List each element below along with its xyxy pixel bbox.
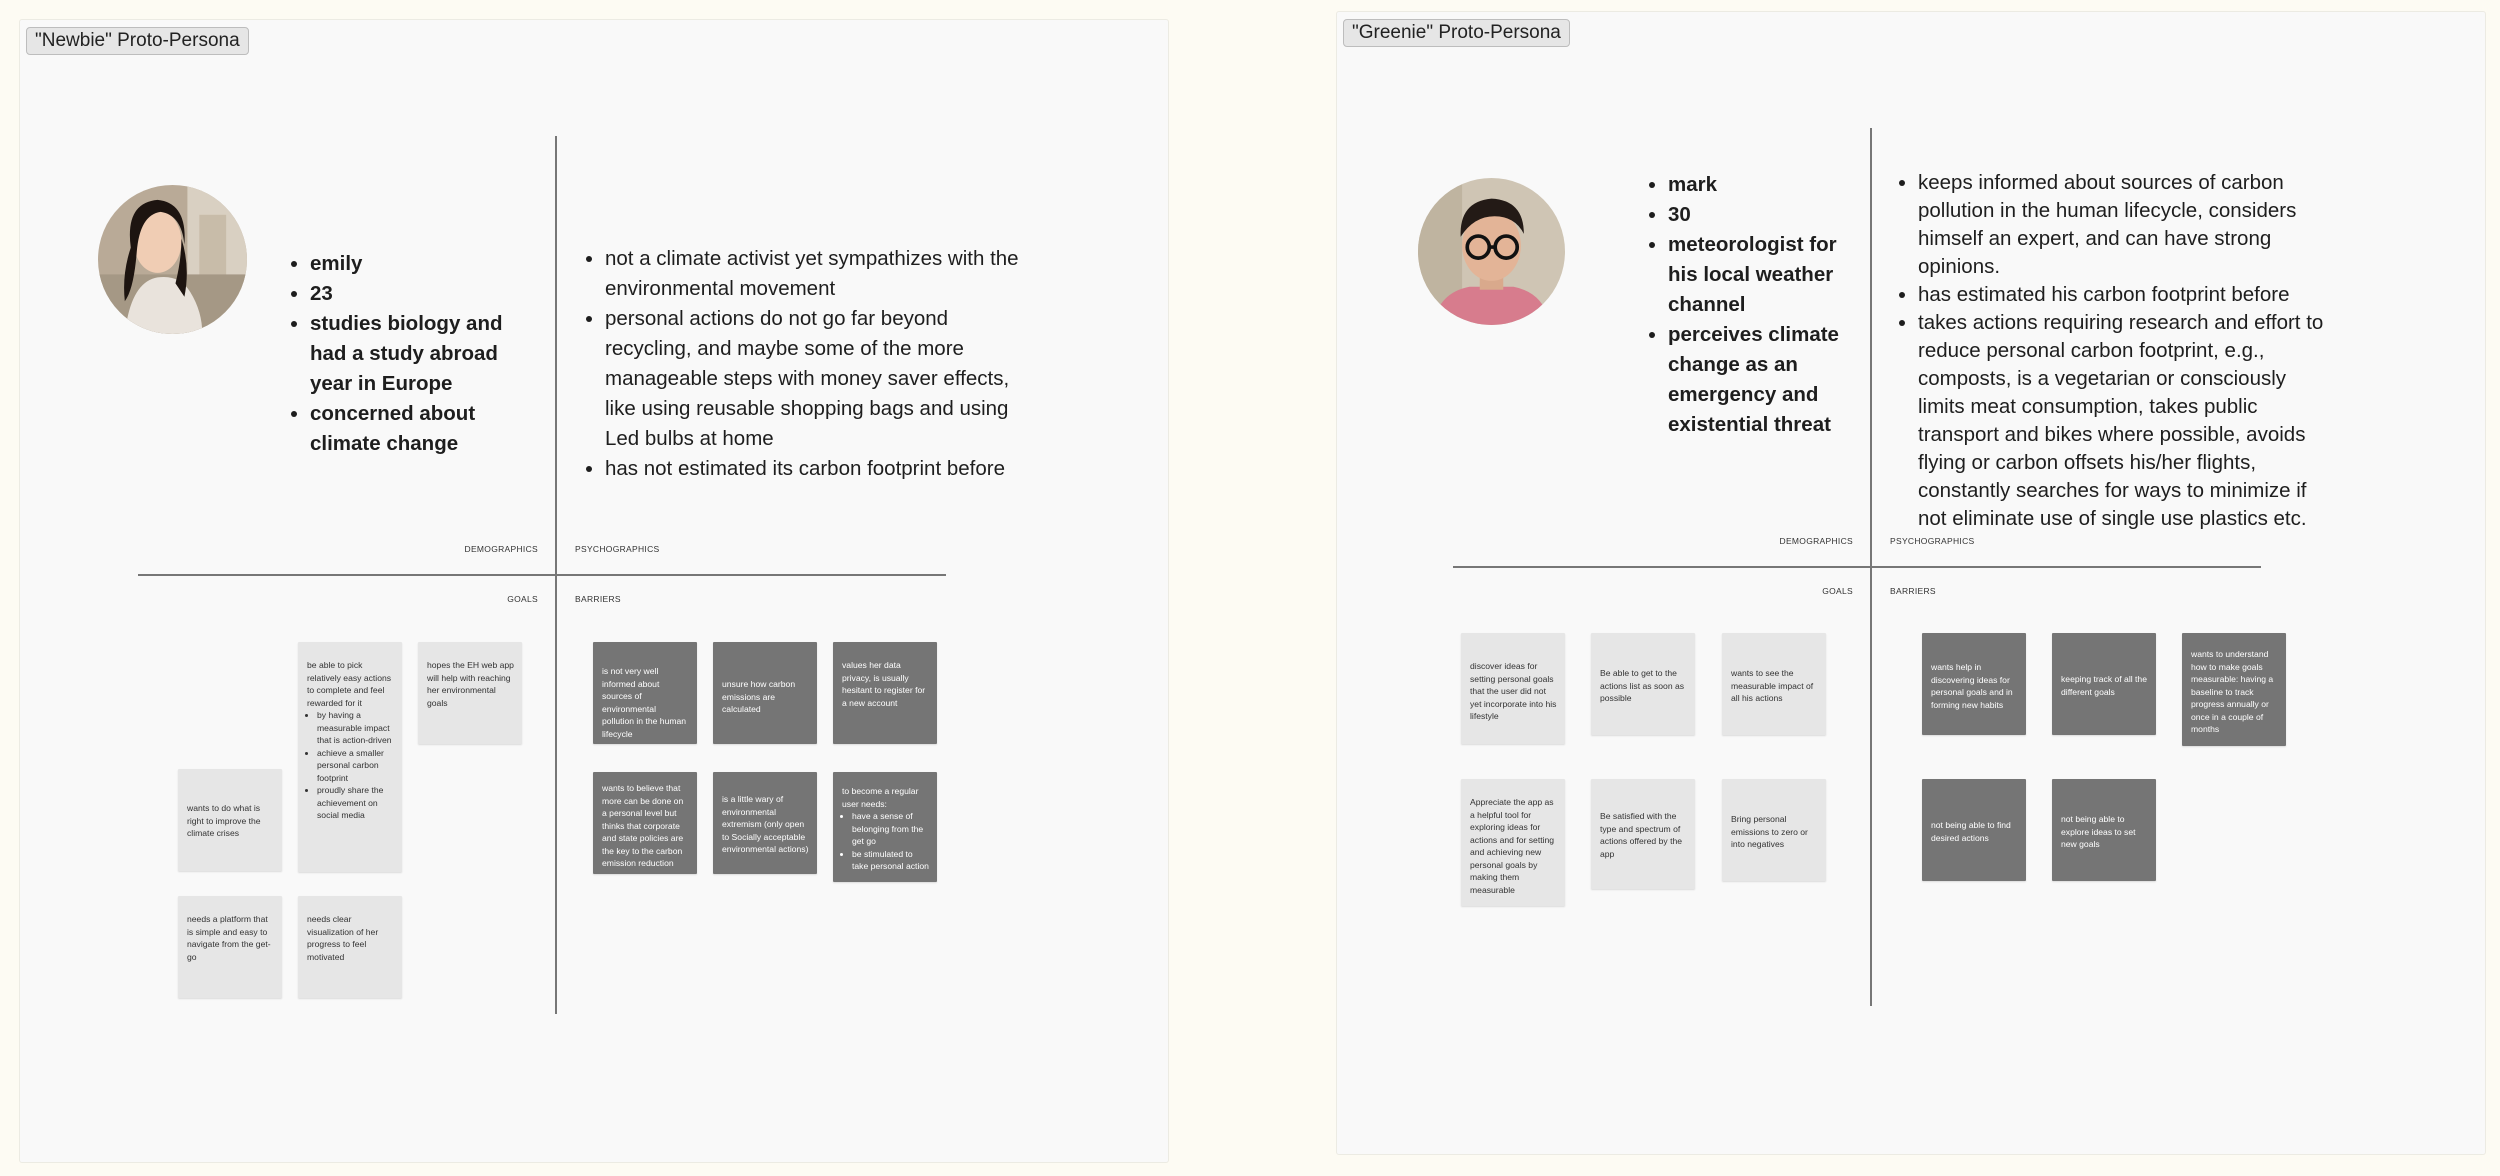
demographic-item: • 30	[1668, 200, 1848, 230]
demographic-item: • meteorologist for his local weather channel	[1668, 230, 1848, 320]
psychographic-item: • not a climate activist yet sympathizes with the environmental movement	[605, 244, 1025, 304]
demographics-list	[1648, 170, 1848, 440]
label-goals: GOALS	[1822, 586, 1853, 596]
goal-sticky-note[interactable]: Appreciate the app as a helpful tool for exploring ideas for actions and for setting and achieving new personal goals by making them measurable	[1461, 779, 1565, 906]
goal-sticky-note[interactable]: discover ideas for setting personal goals that the user did not yet incorporate into his lifestyle	[1461, 633, 1565, 744]
label-goals: GOALS	[507, 594, 538, 604]
goal-sticky-note[interactable]: needs a platform that is simple and easy to navigate from the get-go	[178, 896, 282, 998]
quadrant-horizontal-divider	[138, 574, 946, 576]
goal-sticky-note[interactable]: needs clear visualization of her progress to feel motivated	[298, 896, 402, 998]
psychographic-item: • has not estimated its carbon footprint before	[605, 454, 1025, 484]
demographic-item: • emily	[310, 249, 530, 279]
label-psychographics: PSYCHOGRAPHICS	[1890, 536, 1975, 546]
goal-sticky-note[interactable]: Bring personal emissions to zero or into negatives	[1722, 779, 1826, 881]
sticky-bullet: • achieve a smaller personal carbon footprint	[317, 747, 394, 785]
barrier-sticky-note[interactable]: is a little wary of environmental extremism (only open to Socially acceptable environmental actions)	[713, 772, 817, 874]
goal-sticky-note[interactable]: Be able to get to the actions list as soon as possible	[1591, 633, 1695, 735]
demographic-item: • studies biology and had a study abroad year in Europe	[310, 309, 530, 399]
goal-sticky-note[interactable]: Be satisfied with the type and spectrum of actions offered by the app	[1591, 779, 1695, 889]
avatar-photo-mark	[1418, 178, 1565, 325]
label-psychographics: PSYCHOGRAPHICS	[575, 544, 660, 554]
demographics-list	[290, 249, 530, 459]
goal-sticky-note[interactable]: wants to do what is right to improve the climate crises	[178, 769, 282, 871]
barrier-sticky-note[interactable]: unsure how carbon emissions are calculated	[713, 642, 817, 744]
barrier-sticky-note[interactable]: not being able to explore ideas to set new goals	[2052, 779, 2156, 881]
psychographics-list	[1898, 169, 2338, 533]
label-barriers: BARRIERS	[575, 594, 621, 604]
quadrant-horizontal-divider	[1453, 566, 2261, 568]
barrier-sticky-note[interactable]: wants to understand how to make goals measurable: having a baseline to track progress annually or once in a couple of months	[2182, 633, 2286, 746]
sticky-text: to become a regular user needs:	[842, 786, 919, 809]
label-demographics: DEMOGRAPHICS	[464, 544, 538, 554]
psychographic-item: • personal actions do not go far beyond recycling, and maybe some of the more manageable steps with money saver effects, like using reusable shopping bags and using Led bulbs at home	[605, 304, 1025, 454]
barrier-sticky-note[interactable]: wants help in discovering ideas for personal goals and in forming new habits	[1922, 633, 2026, 735]
sticky-bullet: • by having a measurable impact that is action-driven	[317, 709, 394, 747]
person-photo-icon	[1418, 178, 1565, 325]
barrier-sticky-note[interactable]	[833, 772, 937, 882]
demographic-item: • mark	[1668, 170, 1848, 200]
frame-title[interactable]: "Newbie" Proto-Persona	[26, 27, 249, 55]
sticky-bullet: • be stimulated to take personal action	[852, 848, 929, 873]
avatar-photo-emily	[98, 185, 247, 334]
person-photo-icon	[98, 185, 247, 334]
sticky-text: be able to pick relatively easy actions to complete and feel rewarded for it	[307, 660, 392, 708]
goal-sticky-note[interactable]: hopes the EH web app will help with reaching her environmental goals	[418, 642, 522, 744]
psychographic-item: • keeps informed about sources of carbon pollution in the human lifecycle, considers himself an expert, and can have strong opinions.	[1918, 169, 2338, 281]
demographic-item: • concerned about climate change	[310, 399, 530, 459]
frame-title[interactable]: "Greenie" Proto-Persona	[1343, 19, 1570, 47]
psychographics-list	[585, 244, 1025, 484]
barrier-sticky-note[interactable]: keeping track of all the different goals	[2052, 633, 2156, 735]
sticky-bullet: • proudly share the achievement on social media	[317, 784, 394, 822]
barrier-sticky-note[interactable]: is not very well informed about sources of environmental pollution in the human lifecycle	[593, 642, 697, 744]
psychographic-item: • takes actions requiring research and effort to reduce personal carbon footprint, e.g., composts, is a vegetarian or consciously limits meat consumption, takes public transport and bikes where possible, avoids flying or carbon offsets his/her flights, constantly searches for ways to minimize if not eliminate use of single use plastics etc.	[1918, 309, 2338, 533]
sticky-bullet: • have a sense of belonging from the get go	[852, 810, 929, 848]
demographic-item: • 23	[310, 279, 530, 309]
barrier-sticky-note[interactable]: values her data privacy, is usually hesitant to register for a new account	[833, 642, 937, 744]
barrier-sticky-note[interactable]: wants to believe that more can be done on a personal level but thinks that corporate and state policies are the key to the carbon emission reduction	[593, 772, 697, 874]
goal-sticky-note[interactable]: wants to see the measurable impact of all his actions	[1722, 633, 1826, 735]
label-demographics: DEMOGRAPHICS	[1779, 536, 1853, 546]
barrier-sticky-note[interactable]: not being able to find desired actions	[1922, 779, 2026, 881]
goal-sticky-note[interactable]	[298, 642, 402, 872]
label-barriers: BARRIERS	[1890, 586, 1936, 596]
demographic-item: • perceives climate change as an emergency and existential threat	[1668, 320, 1848, 440]
psychographic-item: • has estimated his carbon footprint before	[1918, 281, 2338, 309]
